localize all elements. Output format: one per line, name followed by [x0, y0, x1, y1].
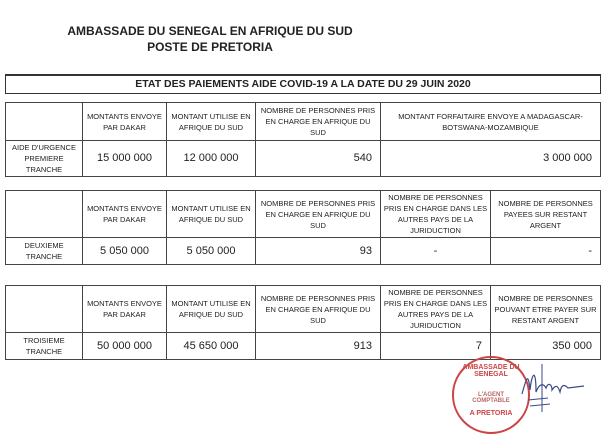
cell: 3 000 000	[381, 141, 601, 177]
signature	[518, 362, 588, 417]
cell: 5 050 000	[167, 238, 256, 265]
table-header-row	[6, 103, 601, 141]
cell: 540	[256, 141, 381, 177]
header-cell: MONTANT UTILISE EN AFRIQUE DU SUD	[167, 103, 256, 141]
official-stamp: AMBASSADE DU SENEGAL L'AGENT COMPTABLE A PRETORIA	[452, 356, 530, 434]
row-label: TROISIEME TRANCHE	[6, 333, 83, 360]
table-first-tranche	[5, 102, 601, 177]
header-cell: NOMBRE DE PERSONNES PRIS EN CHARGE DANS LES AUTRES PAYS DE LA JURIDUCTION	[381, 286, 491, 333]
cell: 12 000 000	[167, 141, 256, 177]
cell: 350 000	[491, 333, 601, 360]
cell: 913	[256, 333, 381, 360]
table-header-row	[6, 286, 601, 333]
cell: 5 050 000	[83, 238, 167, 265]
cell: 7	[381, 333, 491, 360]
header-cell: NOMBRE DE PERSONNES PRIS EN CHARGE DANS LES AUTRES PAYS DE LA JURIDUCTION	[381, 191, 491, 238]
cell: -	[381, 238, 491, 265]
header-cell: MONTANTS ENVOYE PAR DAKAR	[83, 103, 167, 141]
post-name: POSTE DE PRETORIA	[147, 40, 273, 54]
cell: 50 000 000	[83, 333, 167, 360]
header-cell: NOMBRE DE PERSONNES PRIS EN CHARGE EN AFRIQUE DU SUD	[256, 191, 381, 238]
cell: 15 000 000	[83, 141, 167, 177]
row-label: AIDE D'URGENCE PREMIERE TRANCHE	[6, 141, 83, 177]
header-cell: MONTANT UTILISE EN AFRIQUE DU SUD	[167, 286, 256, 333]
header-cell: NOMBRE DE PERSONNES PRIS EN CHARGE EN AFRIQUE DU SUD	[256, 286, 381, 333]
header-cell: MONTANTS ENVOYE PAR DAKAR	[83, 286, 167, 333]
table-second-tranche	[5, 190, 601, 265]
table-row	[6, 333, 601, 360]
table-row	[6, 238, 601, 265]
row-label: DEUXIEME TRANCHE	[6, 238, 83, 265]
table-row	[6, 141, 601, 177]
header-cell	[6, 103, 83, 141]
table-third-tranche	[5, 285, 601, 360]
cell: 45 650 000	[167, 333, 256, 360]
embassy-name: AMBASSADE DU SENEGAL EN AFRIQUE DU SUD	[67, 24, 353, 38]
document-title: ETAT DES PAIEMENTS AIDE COVID-19 A LA DATE DU 29 JUIN 2020	[5, 74, 601, 94]
header-cell: MONTANT FORFAITAIRE ENVOYE A MADAGASCAR-BOTSWANA-MOZAMBIQUE	[381, 103, 601, 141]
header-cell: MONTANTS ENVOYE PAR DAKAR	[83, 191, 167, 238]
table-header-row	[6, 191, 601, 238]
header-cell: MONTANT UTILISE EN AFRIQUE DU SUD	[167, 191, 256, 238]
cell: -	[491, 238, 601, 265]
cell: 93	[256, 238, 381, 265]
header-cell	[6, 191, 83, 238]
header-cell: NOMBRE DE PERSONNES PRIS EN CHARGE EN AFRIQUE DU SUD	[256, 103, 381, 141]
header-cell: NOMBRE DE PERSONNES PAYEES SUR RESTANT ARGENT	[491, 191, 601, 238]
header-cell	[6, 286, 83, 333]
header-cell: NOMBRE DE PERSONNES POUVANT ETRE PAYER SUR RESTANT ARGENT	[491, 286, 601, 333]
